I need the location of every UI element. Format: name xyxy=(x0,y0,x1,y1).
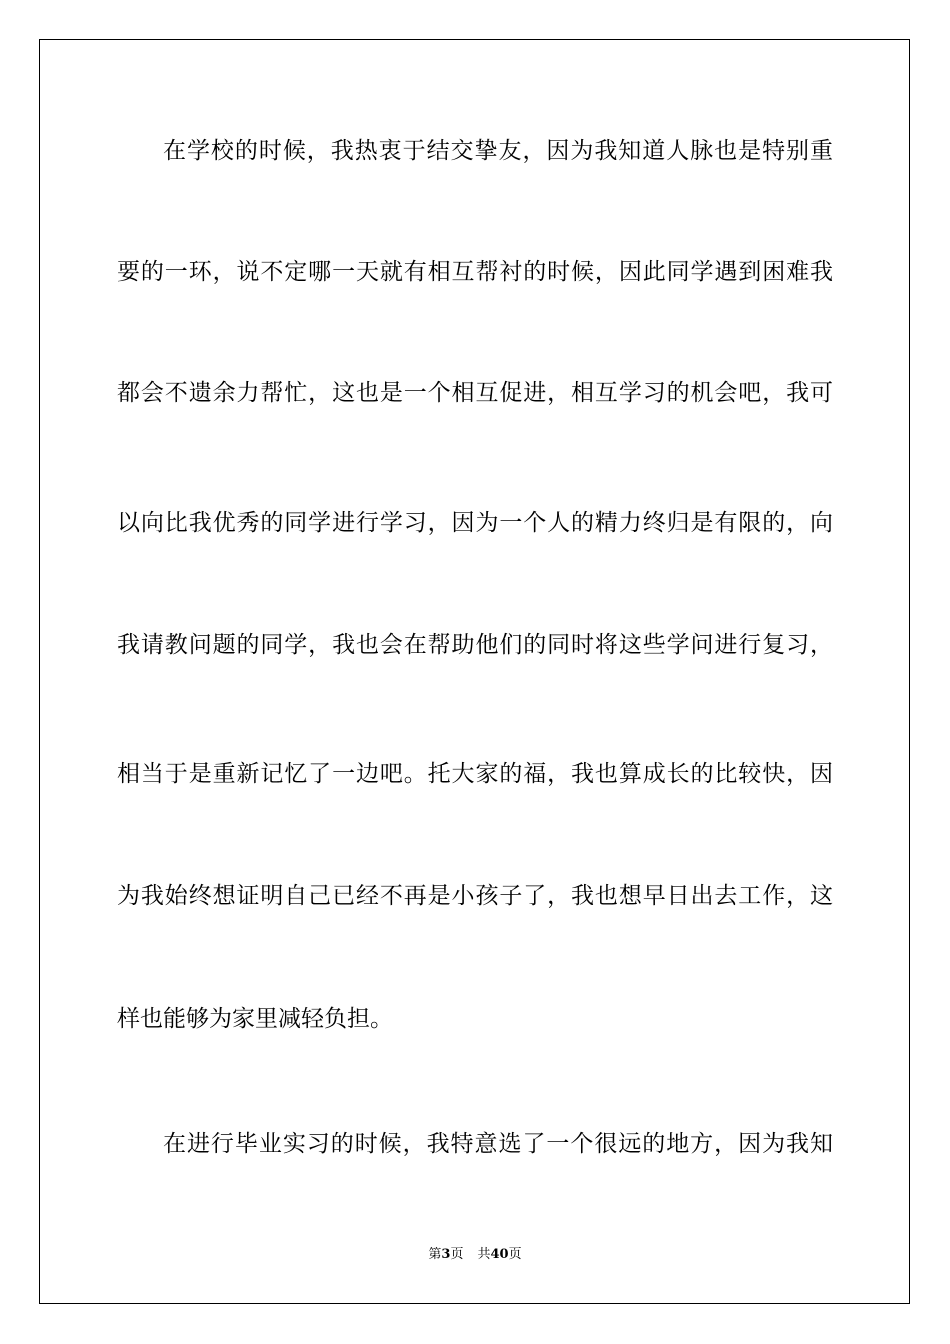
paragraph-1-line-2: 要的一环，说不定哪一天就有相互帮衬的时候，因此同学遇到困难我 xyxy=(117,259,833,285)
paragraph-1-line-1: 在学校的时候，我热衷于结交挚友，因为我知道人脉也是特别重 xyxy=(163,138,833,164)
paragraph-2-line-1: 在进行毕业实习的时候，我特意选了一个很远的地方，因为我知 xyxy=(163,1131,833,1157)
footer-page-prefix: 第 xyxy=(428,1247,442,1262)
page-footer xyxy=(0,1246,950,1264)
footer-page-number: 3 xyxy=(441,1247,451,1262)
page-border xyxy=(39,39,910,1304)
footer-total-suffix: 页 xyxy=(508,1247,522,1262)
paragraph-1-line-6: 相当于是重新记忆了一边吧。托大家的福，我也算成长的比较快，因 xyxy=(117,761,833,787)
paragraph-1-line-5: 我请教问题的同学，我也会在帮助他们的同时将这些学问进行复习， xyxy=(117,632,833,658)
paragraph-1-line-3: 都会不遗余力帮忙，这也是一个相互促进，相互学习的机会吧，我可 xyxy=(117,380,833,406)
footer-total-pages: 40 xyxy=(490,1247,509,1262)
paragraph-1-line-8: 样也能够为家里减轻负担。 xyxy=(117,1006,393,1032)
paragraph-1-line-7: 为我始终想证明自己已经不再是小孩子了，我也想早日出去工作，这 xyxy=(117,883,833,909)
footer-page-suffix: 页 xyxy=(450,1247,464,1262)
footer-total-prefix: 共 xyxy=(477,1247,491,1262)
paragraph-1-line-4: 以向比我优秀的同学进行学习，因为一个人的精力终归是有限的，向 xyxy=(117,510,833,536)
